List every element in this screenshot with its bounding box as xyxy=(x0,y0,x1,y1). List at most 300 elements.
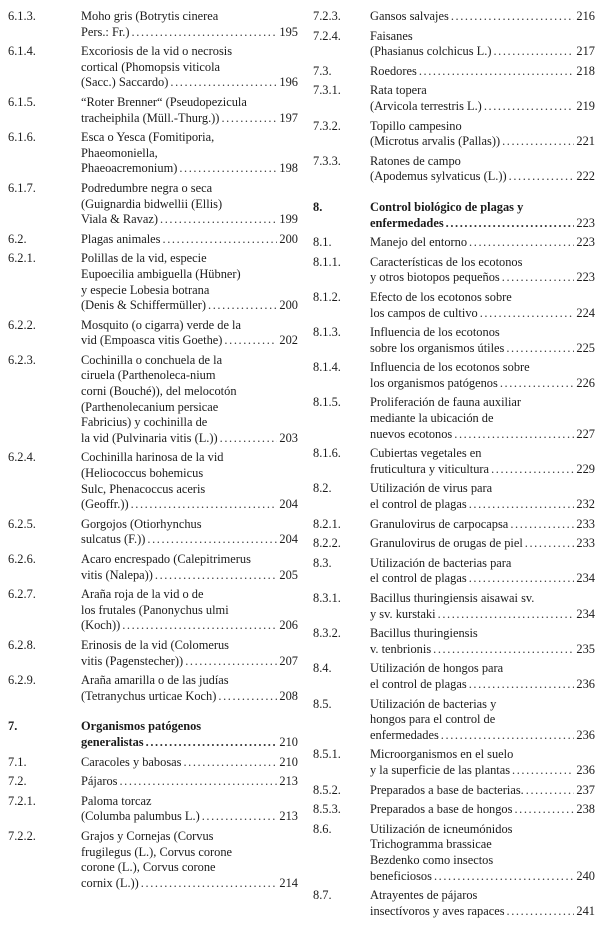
dot-leader xyxy=(224,333,277,349)
toc-title-line: Gorgojos (Otiorhynchus xyxy=(81,516,202,531)
toc-entry-title xyxy=(81,829,298,891)
toc-entry-number: 7.3.3. xyxy=(313,153,341,168)
toc-entry-title xyxy=(370,9,595,25)
dot-leader xyxy=(146,735,278,751)
toc-entry xyxy=(313,661,595,692)
toc-entry xyxy=(8,517,298,548)
dot-leader xyxy=(183,755,277,771)
toc-entry-title xyxy=(370,29,595,60)
toc-title-line: Utilización de hongos para xyxy=(370,661,504,676)
dot-leader xyxy=(510,517,574,533)
toc-title-line: Podredumbre negra o seca xyxy=(81,180,213,195)
toc-page-number: 214 xyxy=(279,875,298,890)
toc-entry-number: 8.3.2. xyxy=(313,626,341,641)
toc-title-line: (Microtus arvalis (Pallas)) xyxy=(370,134,501,149)
toc-title-line: Utilización de virus para xyxy=(370,481,493,496)
toc-title-last-line xyxy=(370,571,595,587)
toc-title-line: Pers.: Fr.) xyxy=(81,24,130,39)
toc-entry-number: 7. xyxy=(8,719,18,734)
toc-page-number: 223 xyxy=(576,270,595,285)
dot-leader xyxy=(507,904,575,920)
toc-title-line: Proliferación de fauna auxiliar xyxy=(370,395,522,410)
toc-title-line: (Koch)) xyxy=(81,618,121,633)
dot-leader xyxy=(179,161,277,177)
toc-page-number: 233 xyxy=(576,516,595,531)
toc-entry-title xyxy=(81,517,298,548)
toc-title-last-line xyxy=(370,802,595,818)
toc-title-line: Araña amarilla o de las judías xyxy=(81,673,229,688)
toc-entry xyxy=(8,353,298,447)
toc-page-number: 213 xyxy=(279,774,298,789)
toc-title-line: cornix (L.)) xyxy=(81,875,139,890)
toc-entry xyxy=(313,360,595,391)
toc-entry xyxy=(313,119,595,150)
toc-page-number: 218 xyxy=(576,63,595,78)
toc-title-last-line xyxy=(370,235,595,251)
toc-title-last-line xyxy=(81,212,298,228)
toc-entry xyxy=(313,255,595,286)
toc-page-number: 226 xyxy=(576,375,595,390)
toc-entry-title xyxy=(81,774,298,790)
toc-title-line: y especie Lobesia botrana xyxy=(81,282,210,297)
toc-title-line: Viala & Ravaz) xyxy=(81,212,159,227)
toc-title-line: vitis (Pagenstecher)) xyxy=(81,653,184,668)
toc-title-line: vid (Empoasca vitis Goethe) xyxy=(81,333,223,348)
toc-page-number: 234 xyxy=(576,571,595,586)
toc-title-line: Cochinilla harinosa de la vid xyxy=(81,450,224,465)
toc-page-number: 223 xyxy=(576,215,595,230)
dot-leader xyxy=(185,654,277,670)
toc-entry xyxy=(313,83,595,114)
toc-title-last-line xyxy=(370,376,595,392)
toc-entry-number: 6.2.1. xyxy=(8,251,36,266)
toc-entry-number: 6.2.4. xyxy=(8,450,36,465)
dot-leader xyxy=(512,763,574,779)
toc-title-line: Excoriosis de la vid o necrosis xyxy=(81,44,233,59)
toc-title-line: Bacillus thuringiensis xyxy=(370,626,478,641)
toc-title-line: frugilegus (L.), Corvus corone xyxy=(81,844,233,859)
dot-leader xyxy=(441,728,575,744)
toc-title-line: v. tenbrionis xyxy=(370,641,432,656)
toc-page-number: 236 xyxy=(576,727,595,742)
toc-entry-title xyxy=(81,450,298,512)
dot-leader xyxy=(525,536,575,552)
toc-entry xyxy=(313,591,595,622)
toc-entry xyxy=(8,794,298,825)
toc-title-line: Erinosis de la vid (Colomerus xyxy=(81,637,229,652)
toc-entry xyxy=(8,450,298,512)
toc-title-line: Utilización de bacterias y xyxy=(370,696,497,711)
toc-column-right xyxy=(313,9,595,923)
toc-title-last-line xyxy=(81,735,298,751)
toc-title-last-line xyxy=(370,728,595,744)
toc-title-line: Fabricius) y cochinilla de xyxy=(81,415,208,430)
toc-title-last-line xyxy=(370,517,595,533)
toc-title-last-line xyxy=(81,809,298,825)
toc-title-line: Bezdenko como insectos xyxy=(370,852,494,867)
toc-entry-title xyxy=(370,83,595,114)
toc-title-line: Granulovirus de carpocapsa xyxy=(370,516,509,531)
toc-title-last-line xyxy=(81,232,298,248)
toc-title-line: Phaeomoniella, xyxy=(81,145,158,160)
toc-entry-title xyxy=(81,44,298,91)
toc-title-line: (Apodemus sylvaticus (L.)) xyxy=(370,169,507,184)
toc-entry xyxy=(8,638,298,669)
toc-entry-title xyxy=(370,697,595,744)
toc-title-line: Polillas de la vid, especie xyxy=(81,251,207,266)
toc-entry-number: 7.2.3. xyxy=(313,9,341,23)
toc-entry-number: 8.1.3. xyxy=(313,325,341,340)
dot-leader xyxy=(122,618,277,634)
dot-leader xyxy=(454,427,574,443)
toc-title-last-line xyxy=(370,869,595,885)
toc-entry-title xyxy=(81,95,298,126)
toc-entry-number: 8.5.1. xyxy=(313,747,341,762)
toc-entry-title xyxy=(81,181,298,228)
toc-entry-number: 7.2.4. xyxy=(313,28,341,43)
dot-leader xyxy=(502,270,575,286)
dot-leader xyxy=(170,75,277,91)
toc-title-last-line xyxy=(370,341,595,357)
toc-title-line: (Phasianus colchicus L.) xyxy=(370,44,492,59)
toc-title-line: Topillo campesino xyxy=(370,118,462,133)
toc-title-line: corni (Bouché)), del melocotón xyxy=(81,384,237,399)
dot-leader xyxy=(131,497,278,513)
toc-entry-title xyxy=(81,552,298,583)
toc-entry-number: 7.2.2. xyxy=(8,828,36,843)
toc-entry xyxy=(313,517,595,533)
toc-page-number: 203 xyxy=(279,430,298,445)
toc-title-line: (Parthenolecanium persicae xyxy=(81,399,219,414)
dot-leader xyxy=(526,783,575,799)
toc-title-line: Cochinilla o conchuela de la xyxy=(81,352,223,367)
toc-title-line: el control de plagas xyxy=(370,571,467,586)
toc-title-last-line xyxy=(370,270,595,286)
toc-entry xyxy=(8,9,298,40)
toc-entry-number: 8.4. xyxy=(313,661,332,676)
toc-entry-number: 8.2.1. xyxy=(313,516,341,531)
toc-page-number: 224 xyxy=(576,305,595,320)
toc-page-number: 213 xyxy=(279,809,298,824)
toc-title-last-line xyxy=(81,497,298,513)
dot-leader xyxy=(160,212,277,228)
toc-title-line: Pájaros xyxy=(81,774,118,789)
toc-page-number: 206 xyxy=(279,618,298,633)
toc-entry xyxy=(8,95,298,126)
toc-entry-title xyxy=(370,591,595,622)
toc-entry-number: 6.2.5. xyxy=(8,516,36,531)
toc-entry-title xyxy=(370,747,595,778)
toc-title-line: Grajos y Cornejas (Corvus xyxy=(81,828,214,843)
toc-title-line: Granulovirus de orugas de piel xyxy=(370,536,523,551)
toc-title-last-line xyxy=(370,904,595,920)
dot-leader xyxy=(132,25,278,41)
toc-title-line: “Roter Brenner“ (Pseudopezicula xyxy=(81,94,247,109)
toc-title-line: Atrayentes de pájaros xyxy=(370,888,478,903)
toc-entry-title xyxy=(370,395,595,442)
toc-page-number: 233 xyxy=(576,536,595,551)
toc-title-last-line xyxy=(81,298,298,314)
toc-entry-number: 6.2.8. xyxy=(8,637,36,652)
toc-page-number: 207 xyxy=(279,653,298,668)
toc-entry xyxy=(313,200,595,231)
toc-entry-title xyxy=(370,802,595,818)
toc-page-number: 204 xyxy=(279,497,298,512)
toc-entry xyxy=(313,64,595,80)
toc-title-line: fruticultura y viticultura xyxy=(370,461,490,476)
toc-title-line: Efecto de los ecotonos sobre xyxy=(370,289,512,304)
toc-entry xyxy=(8,829,298,891)
toc-entry-number: 8.1.4. xyxy=(313,360,341,375)
toc-entry xyxy=(313,783,595,799)
toc-title-line: Moho gris (Botrytis cinerea xyxy=(81,9,219,23)
toc-entry xyxy=(8,251,298,313)
toc-page-number: 238 xyxy=(576,802,595,817)
toc-entry xyxy=(313,9,595,25)
toc-page-number: 217 xyxy=(576,44,595,59)
toc-title-line: la vid (Pulvinaria vitis (L.)) xyxy=(81,430,218,445)
dot-leader xyxy=(514,802,574,818)
toc-entry-number: 8.1.5. xyxy=(313,395,341,410)
toc-title-last-line xyxy=(81,161,298,177)
toc-title-line: Manejo del entorno xyxy=(370,235,468,250)
toc-entry-title xyxy=(81,318,298,349)
toc-title-last-line xyxy=(81,111,298,127)
toc-entry-number: 8.2.2. xyxy=(313,536,341,551)
dot-leader xyxy=(147,532,277,548)
toc-entry-title xyxy=(81,673,298,704)
dot-leader xyxy=(163,232,278,248)
toc-entry-number: 7.2. xyxy=(8,774,27,789)
dot-leader xyxy=(469,235,574,251)
toc-title-line: nuevos ecotonos xyxy=(370,426,453,441)
toc-title-last-line xyxy=(81,75,298,91)
toc-title-line: (Denis & Schiffermüller) xyxy=(81,298,207,313)
toc-title-last-line xyxy=(81,431,298,447)
toc-entry-title xyxy=(81,794,298,825)
toc-entry xyxy=(313,802,595,818)
toc-title-line: Ratones de campo xyxy=(370,153,461,168)
toc-page-number: 197 xyxy=(279,110,298,125)
dot-leader xyxy=(419,64,575,80)
toc-entry-title xyxy=(370,481,595,512)
dot-leader xyxy=(141,876,278,892)
toc-title-line: los frutales (Panonychus ulmi xyxy=(81,602,229,617)
dot-leader xyxy=(451,9,575,25)
toc-page-number: 236 xyxy=(576,762,595,777)
toc-title-line: Bacillus thuringiensis aisawai sv. xyxy=(370,591,535,605)
toc-entry-title xyxy=(370,661,595,692)
toc-title-line: Influencia de los ecotonos xyxy=(370,325,500,340)
toc-entry-number: 8.6. xyxy=(313,821,332,836)
toc-page-number: 195 xyxy=(279,24,298,39)
toc-page-number: 232 xyxy=(576,497,595,512)
toc-page-number: 219 xyxy=(576,98,595,113)
toc-title-last-line xyxy=(370,169,595,185)
toc-page-number: 221 xyxy=(576,134,595,149)
toc-entry-title xyxy=(81,755,298,771)
toc-title-line: insectívoros y aves rapaces xyxy=(370,903,505,918)
toc-entry-title xyxy=(370,626,595,657)
toc-title-last-line xyxy=(370,64,595,80)
toc-entry xyxy=(313,154,595,185)
toc-title-line: Eupoecilia ambiguella (Hübner) xyxy=(81,266,241,281)
toc-entry-title xyxy=(370,822,595,884)
toc-page-number: 200 xyxy=(279,231,298,246)
toc-entry-title xyxy=(370,517,595,533)
toc-title-last-line xyxy=(370,134,595,150)
dot-leader xyxy=(491,462,574,478)
toc-entry-title xyxy=(81,353,298,447)
toc-title-line: generalistas xyxy=(81,734,144,749)
toc-page-number: 241 xyxy=(576,903,595,918)
toc-title-line: los campos de cultivo xyxy=(370,305,478,320)
toc-title-line: sobre los organismos útiles xyxy=(370,340,505,355)
toc-entry-number: 8.3. xyxy=(313,555,332,570)
toc-entry-number: 7.2.1. xyxy=(8,793,36,808)
dot-leader xyxy=(469,571,575,587)
toc-title-last-line xyxy=(370,427,595,443)
toc-entry-number: 8.5. xyxy=(313,696,332,711)
toc-page-number: 222 xyxy=(576,169,595,184)
dot-leader xyxy=(506,341,574,357)
toc-entry xyxy=(313,822,595,884)
toc-entry-number: 7.1. xyxy=(8,754,27,769)
toc-title-line: tracheiphila (Müll.-Thurg.)) xyxy=(81,110,220,125)
toc-entry xyxy=(8,587,298,634)
toc-title-last-line xyxy=(370,462,595,478)
toc-entry-title xyxy=(370,154,595,185)
toc-title-last-line xyxy=(81,689,298,705)
toc-entry-title xyxy=(370,783,595,799)
toc-title-last-line xyxy=(81,618,298,634)
toc-title-line: Utilización de icneumónidos xyxy=(370,821,513,836)
toc-entry-title xyxy=(370,888,595,919)
toc-entry-number: 6.2.2. xyxy=(8,317,36,332)
toc-entry-title xyxy=(370,360,595,391)
toc-entry-title xyxy=(81,719,298,750)
toc-page-number: 198 xyxy=(279,161,298,176)
toc-entry xyxy=(8,673,298,704)
toc-entry xyxy=(8,755,298,771)
toc-title-line: beneficiosos xyxy=(370,868,432,883)
toc-page-number: 210 xyxy=(279,734,298,749)
toc-title-line: ciruela (Parthenoleca-nium xyxy=(81,368,216,383)
toc-page-number: 200 xyxy=(279,298,298,313)
toc-title-line: los organismos patógenos xyxy=(370,375,498,390)
toc-title-last-line xyxy=(81,876,298,892)
toc-entry-title xyxy=(370,556,595,587)
toc-entry xyxy=(8,774,298,790)
toc-entry xyxy=(313,747,595,778)
toc-entry-title xyxy=(81,9,298,40)
toc-entry-number: 6.1.7. xyxy=(8,180,36,195)
toc-title-line: sulcatus (F.)) xyxy=(81,532,146,547)
toc-entry xyxy=(313,556,595,587)
toc-entry-title xyxy=(370,290,595,321)
toc-title-line: Cubiertas vegetales en xyxy=(370,446,482,461)
toc-page-number: 240 xyxy=(576,868,595,883)
toc-entry xyxy=(8,130,298,177)
toc-entry-number: 6.2.9. xyxy=(8,673,36,688)
toc-title-last-line xyxy=(81,774,298,790)
toc-title-line: enfermedades xyxy=(370,215,444,230)
toc-page-number: 208 xyxy=(279,688,298,703)
toc-entry-number: 8. xyxy=(313,199,323,214)
toc-page-number: 210 xyxy=(279,754,298,769)
toc-entry-title xyxy=(370,119,595,150)
dot-leader xyxy=(469,677,575,693)
toc-page-number: 235 xyxy=(576,641,595,656)
toc-title-line: (Geoffr.)) xyxy=(81,497,129,512)
toc-entry xyxy=(8,719,298,750)
toc-title-last-line xyxy=(81,755,298,771)
toc-entry-number: 8.1.1. xyxy=(313,254,341,269)
toc-page-number: 196 xyxy=(279,75,298,90)
toc-title-line: (Columba palumbus L.) xyxy=(81,809,200,824)
toc-title-line: enfermedades xyxy=(370,727,439,742)
toc-title-line: Faisanes xyxy=(370,28,413,43)
toc-page-number: 216 xyxy=(576,9,595,23)
dot-leader xyxy=(446,216,575,232)
toc-entry-number: 6.2.6. xyxy=(8,552,36,566)
toc-entry-number: 8.7. xyxy=(313,888,332,903)
dot-leader xyxy=(218,689,277,705)
toc-entry-number: 8.1.6. xyxy=(313,446,341,461)
toc-entry-number: 7.3.2. xyxy=(313,118,341,133)
toc-entry-number: 6.1.6. xyxy=(8,130,36,145)
toc-title-line: Trichogramma brassicae xyxy=(370,837,492,852)
toc-entry xyxy=(8,318,298,349)
toc-title-line: Características de los ecotonos xyxy=(370,254,523,269)
toc-title-line: y sv. kurstaki xyxy=(370,606,436,621)
dot-leader xyxy=(155,568,278,584)
toc-title-line: (Tetranychus urticae Koch) xyxy=(81,688,217,703)
toc-title-line: y la superficie de las plantas xyxy=(370,762,511,777)
toc-entry-title xyxy=(370,446,595,477)
toc-entry-title xyxy=(370,536,595,552)
toc-entry xyxy=(313,626,595,657)
toc-entry-title xyxy=(81,130,298,177)
toc-entry xyxy=(8,44,298,91)
toc-entry-number: 8.3.1. xyxy=(313,591,341,605)
toc-title-line: Microorganismos en el suelo xyxy=(370,747,514,762)
toc-entry-number: 6.2.7. xyxy=(8,587,36,602)
toc-title-line: (Arvicola terrestris L.) xyxy=(370,98,482,113)
toc-entry-title xyxy=(81,587,298,634)
toc-title-line: Roedores xyxy=(370,63,417,78)
toc-entry xyxy=(8,552,298,583)
toc-page-number: 204 xyxy=(279,532,298,547)
toc-title-last-line xyxy=(370,99,595,115)
toc-entry xyxy=(313,888,595,919)
toc-title-last-line xyxy=(370,536,595,552)
toc-title-line: Preparados a base de hongos xyxy=(370,802,513,817)
toc-title-last-line xyxy=(370,9,595,25)
toc-entry-number: 8.2. xyxy=(313,481,332,496)
toc-title-line: cortical (Phomopsis viticola xyxy=(81,59,221,74)
toc-page-number: 229 xyxy=(576,461,595,476)
toc-entry xyxy=(313,290,595,321)
toc-entry-title xyxy=(370,255,595,286)
toc-page-number: 234 xyxy=(576,606,595,621)
toc-title-line: Esca o Yesca (Fomitiporia, xyxy=(81,130,215,145)
dot-leader xyxy=(493,44,574,60)
toc-entry xyxy=(313,481,595,512)
toc-title-line: el control de plagas xyxy=(370,497,467,512)
toc-entry-number: 7.3. xyxy=(313,63,332,78)
toc-entry xyxy=(313,536,595,552)
